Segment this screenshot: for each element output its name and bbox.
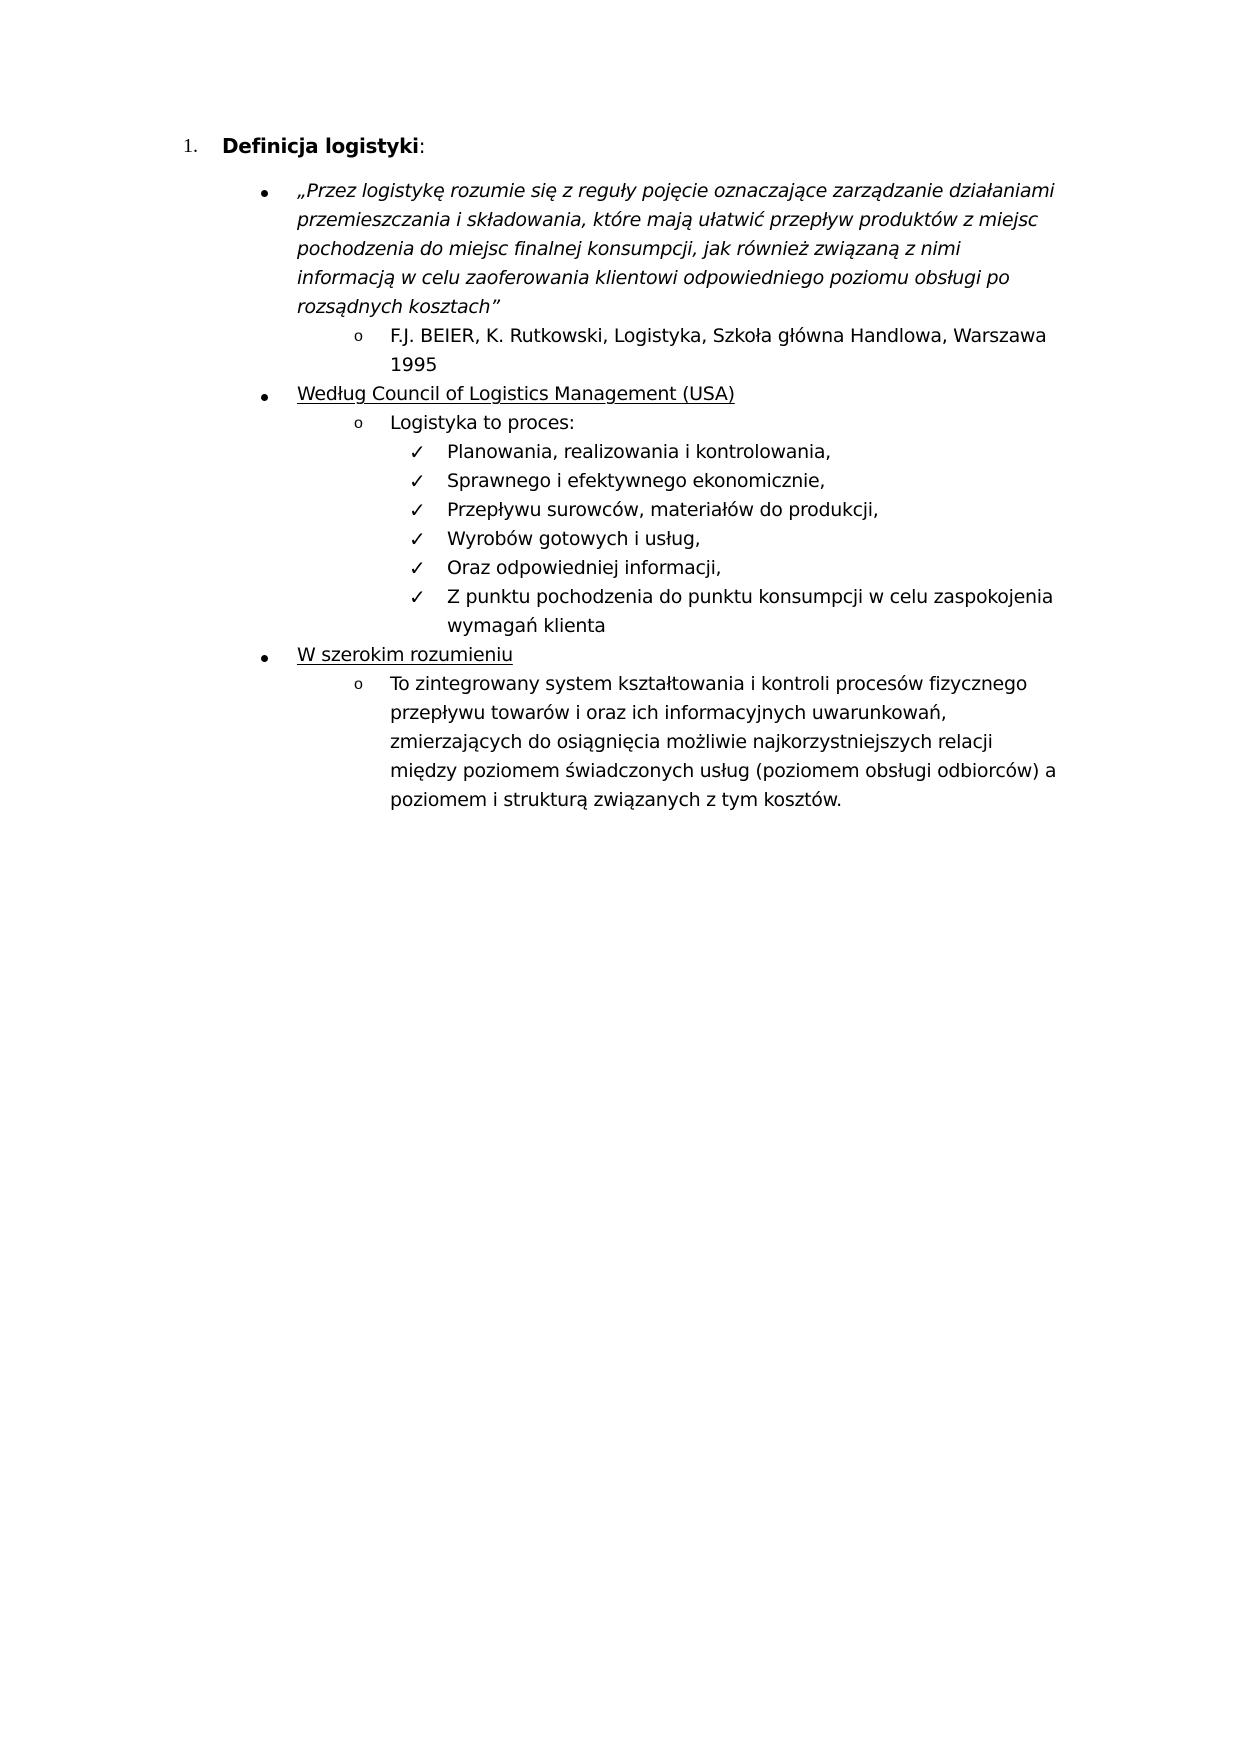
check-item: Przepływu surowców, materiałów do produkcji, bbox=[447, 499, 879, 521]
broad-line: zmierzających do osiągnięcia możliwie najkorzystniejszych relacji bbox=[390, 731, 993, 753]
sub-bullet-icon: o bbox=[354, 676, 363, 693]
check-icon: ✓ bbox=[409, 498, 426, 522]
section-title bbox=[222, 132, 425, 161]
quote-line: „Przez logistykę rozumie się z reguły pojęcie oznaczające zarządzanie działaniami bbox=[297, 180, 1055, 202]
section-title-colon: : bbox=[418, 134, 426, 158]
source-line: F.J. BEIER, K. Rutkowski, Logistyka, Szkoła główna Handlowa, Warszawa bbox=[390, 325, 1047, 347]
section-title-text: Definicja logistyki bbox=[222, 134, 419, 158]
section-number: 1. bbox=[183, 135, 198, 157]
council-sub-item: Logistyka to proces: bbox=[390, 412, 575, 434]
check-icon: ✓ bbox=[409, 585, 426, 609]
bullet-icon bbox=[261, 190, 268, 197]
bullet-icon bbox=[261, 655, 268, 662]
broad-line: poziomem i strukturą związanych z tym kosztów. bbox=[390, 789, 842, 811]
check-icon: ✓ bbox=[409, 440, 426, 464]
broad-line: przepływu towarów i oraz ich informacyjnych uwarunkowań, bbox=[390, 702, 947, 724]
broad-line: między poziomem świadczonych usług (poziomem obsługi odbiorców) a bbox=[390, 760, 1057, 782]
check-item: Z punktu pochodzenia do punktu konsumpcji w celu zaspokojenia bbox=[447, 586, 1054, 608]
sub-bullet-icon: o bbox=[354, 415, 363, 432]
quote-line: rozsądnych kosztach” bbox=[297, 296, 500, 318]
check-icon: ✓ bbox=[409, 527, 426, 551]
source-line: 1995 bbox=[390, 354, 438, 376]
check-icon: ✓ bbox=[409, 469, 426, 493]
check-item: Planowania, realizowania i kontrolowania, bbox=[447, 441, 831, 463]
broad-heading: W szerokim rozumieniu bbox=[297, 644, 513, 666]
broad-line: To zintegrowany system kształtowania i kontroli procesów fizycznego bbox=[390, 673, 1028, 695]
bullet-icon bbox=[261, 394, 268, 401]
quote-line: informacją w celu zaoferowania klientowi odpowiedniego poziomu obsługi po bbox=[297, 267, 1010, 289]
check-item: Wyrobów gotowych i usług, bbox=[447, 528, 701, 550]
check-item: Sprawnego i efektywnego ekonomicznie, bbox=[447, 470, 826, 492]
check-item-continuation: wymagań klienta bbox=[447, 615, 606, 637]
check-icon: ✓ bbox=[409, 556, 426, 580]
sub-bullet-icon: o bbox=[354, 328, 363, 345]
quote-line: przemieszczania i składowania, które mają ułatwić przepływ produktów z miejsc bbox=[297, 209, 1038, 231]
council-heading: Według Council of Logistics Management (USA) bbox=[297, 383, 735, 405]
quote-line: pochodzenia do miejsc finalnej konsumpcji, jak również związaną z nimi bbox=[297, 238, 961, 260]
check-item: Oraz odpowiedniej informacji, bbox=[447, 557, 722, 579]
